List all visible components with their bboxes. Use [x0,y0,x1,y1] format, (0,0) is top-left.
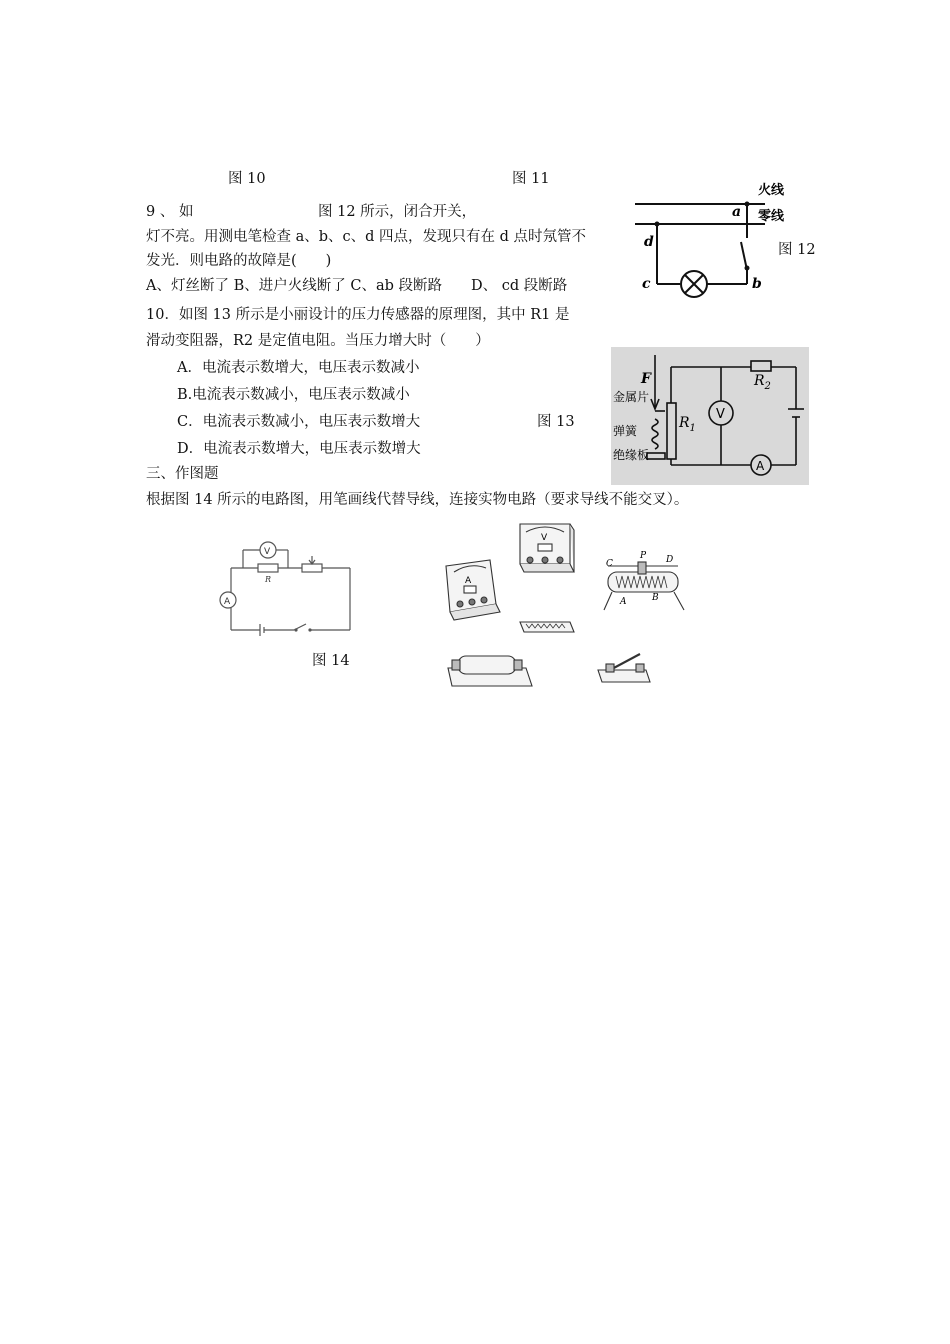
q10-line2: 滑动变阻器，R2 是定值电阻。当压力增大时（ ） [146,333,490,349]
figure-10-caption: 图 10 [228,171,266,187]
fig13-label-r1: $R_1$ [679,415,696,434]
figure-11-caption: 图 11 [512,171,550,187]
rheostat-label-d: D [666,555,674,565]
q9-line1-end: 图 12 所示，闭合开关， [318,204,477,220]
fig12-point-a: a [732,204,742,220]
rheostat-device [604,562,684,610]
section-3-instruction: 根据图 14 所示的电路图，用笔画线代替导线，连接实物电路（要求导线不能交叉）。 [146,492,689,508]
figure-13-caption: 图 13 [537,414,575,430]
fig13-label-force: F [641,371,651,387]
rheostat-label-b: B [652,593,659,603]
q10-option-b: B.电流表示数减小，电压表示数减小 [177,387,410,403]
fig13-label-insulator: 绝缘板 [613,448,650,462]
q9-line2: 灯不亮。用测电笔检查 a、b、c、d 四点，发现只有在 d 点时氖管不 [146,229,587,245]
fig13-voltmeter-label: V [716,407,725,422]
figure-12-diagram [630,180,800,295]
apparatus-illustration [440,520,690,690]
fig12-label-neutral: 零线 [758,209,785,224]
fig13-label-r2: $R_2$ [754,373,771,392]
resistor-board [520,622,574,632]
q9-line1-start: 9 、 如 [146,204,194,220]
fig12-point-b: b [752,276,762,292]
q9-options: A、灯丝断了 B、进户火线断了 C、ab 段断路 D、 cd 段断路 [146,278,568,294]
fig13-ammeter-label: A [756,459,765,473]
figure-12-caption: 图 12 [778,242,816,258]
fig14-voltmeter-label: V [264,547,271,557]
fig13-label-spring: 弹簧 [613,424,638,438]
figure-14-diagram [218,538,358,633]
section-3-title: 三、作图题 [146,466,219,482]
fig12-point-c: c [642,276,651,292]
q10-option-a: A．电流表示数增大，电压表示数减小 [177,360,420,376]
ammeter-device [446,560,500,620]
q10-option-d: D．电流表示数增大，电压表示数增大 [177,441,421,457]
q10-line1: 10．如图 13 所示是小丽设计的压力传感器的原理图，其中 R1 是 [146,307,570,323]
fig12-label-live: 火线 [758,183,785,198]
battery-holder [448,656,532,686]
fig12-point-d: d [644,234,654,250]
apparatus-voltmeter-label: V [541,533,548,543]
rheostat-label-p: P [640,551,647,561]
q9-line3: 发光．则电路的故障是( ) [146,253,332,269]
q10-option-c: C．电流表示数减小，电压表示数增大 [177,414,421,430]
fig13-label-metal: 金属片 [613,390,650,404]
apparatus-ammeter-label: A [465,576,472,586]
rheostat-label-c: C [606,559,613,569]
figure-13-diagram [611,347,809,485]
voltmeter-device [520,524,574,572]
fig14-resistor-label: R [265,575,272,584]
figure-14-caption: 图 14 [312,653,350,669]
fig14-ammeter-label: A [224,597,231,607]
knife-switch [598,654,650,682]
rheostat-label-a: A [620,597,627,607]
